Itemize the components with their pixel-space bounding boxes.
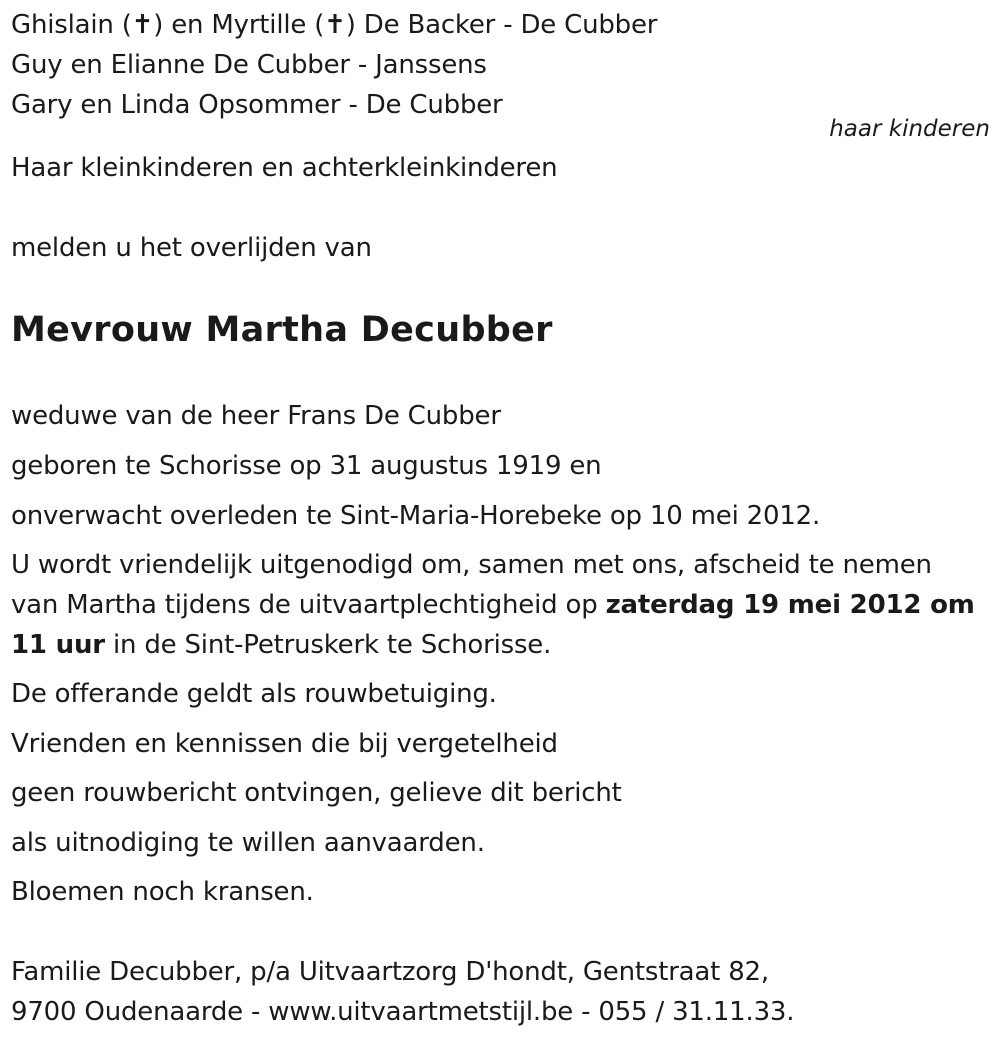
child-line-2: Guy en Elianne De Cubber - Janssens (11, 50, 487, 80)
child-line-3: Gary en Linda Opsommer - De Cubber (11, 90, 503, 120)
invitation-text-before: U wordt vriendelijk uitgenodigd om, samen met ons, afscheid te nemen van Martha tijdens de uitvaartplechtigheid op (11, 550, 932, 620)
flowers-line: Bloemen noch kransen. (11, 877, 314, 907)
detail-died: onverwacht overleden te Sint-Maria-Horebeke op 10 mei 2012. (11, 501, 821, 531)
contact-line-2: 9700 Oudenaarde - www.uitvaartmetstijl.be - 055 / 31.11.33. (11, 997, 795, 1027)
offering-line: De offerande geldt als rouwbetuiging. (11, 679, 497, 709)
notice-line-2: geen rouwbericht ontvingen, gelieve dit bericht (11, 778, 622, 808)
announce-line: melden u het overlijden van (11, 233, 372, 263)
detail-born: geboren te Schorisse op 31 augustus 1919 en (11, 451, 602, 481)
deceased-name: Mevrouw Martha Decubber (11, 310, 553, 350)
contact-line-1: Familie Decubber, p/a Uitvaartzorg D'hondt, Gentstraat 82, (11, 957, 769, 987)
grandchildren-line: Haar kleinkinderen en achterkleinkinderen (11, 153, 558, 183)
children-note: haar kinderen (829, 116, 990, 142)
notice-line-1: Vrienden en kennissen die bij vergetelheid (11, 729, 558, 759)
notice-line-3: als uitnodiging te willen aanvaarden. (11, 828, 485, 858)
detail-widow: weduwe van de heer Frans De Cubber (11, 401, 501, 431)
invitation-paragraph (11, 545, 986, 665)
child-line-1: Ghislain (✝) en Myrtille (✝) De Backer - De Cubber (11, 10, 658, 40)
invitation-text-after: in de Sint-Petruskerk te Schorisse. (104, 630, 552, 660)
funeral-date-time: zaterdag 19 mei 2012 om 11 uur (11, 590, 975, 660)
